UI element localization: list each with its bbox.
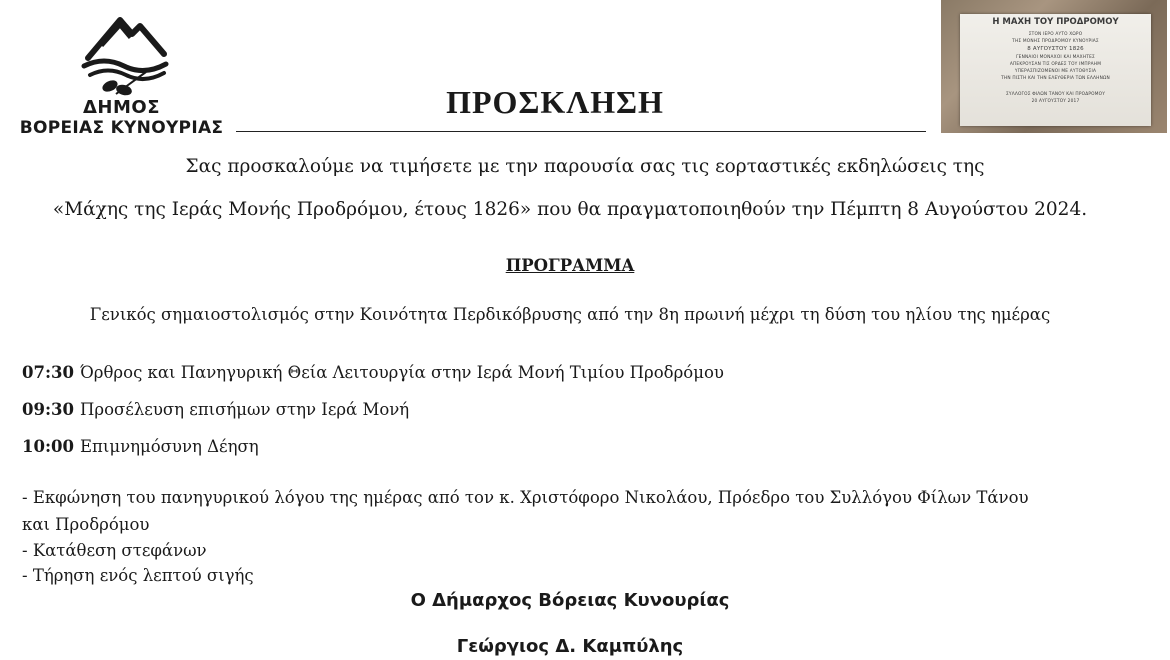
- mountain-sea-olive-emblem-icon: [80, 10, 170, 98]
- memorial-plaque-photo-icon: [941, 0, 1167, 133]
- page-title: ΠΡΟΣΚΛΗΣΗ: [446, 84, 664, 120]
- schedule-time: 10:00: [22, 437, 75, 456]
- logo-line-2: ΒΟΡΕΙΑΣ ΚΥΝΟΥΡΙΑΣ: [19, 118, 224, 138]
- logo-line-1: ΔΗΜΟΣ: [82, 97, 160, 118]
- plaque-line: ΤΗΣ ΜΟΝΗΣ ΠΡΟΔΡΟΜΟΥ ΚΥΝΟΥΡΙΑΣ: [1012, 39, 1099, 44]
- plaque-line: ΥΠΕΡΑΣΠΙΖΟΜΕΝΟΙ ΜΕ ΑΥΤΟΘΥΣΙΑ: [1014, 69, 1097, 74]
- schedule-time: 09:30: [22, 400, 75, 419]
- schedule-text: Προσέλευση επισήμων στην Ιερά Μονή: [80, 400, 410, 419]
- plaque-line: ΑΠΕΚΡΟΥΣΑΝ ΤΙΣ ΟΡΔΕΣ ΤΟΥ ΙΜΠΡΑΗΜ: [1009, 62, 1102, 67]
- plaque-line: ΤΗΝ ΠΙΣΤΗ ΚΑΙ ΤΗΝ ΕΛΕΥΘΕΡΙΑ ΤΩΝ ΕΛΛΗΝΩΝ: [1001, 76, 1110, 81]
- plaque-heading: Η ΜΑΧΗ ΤΟΥ ΠΡΟΔΡΟΜΟΥ: [992, 17, 1119, 27]
- intro-line-1: Σας προσκαλούμε να τιμήσετε με την παρουσία σας τις εορταστικές εκδηλώσεις της: [185, 156, 985, 177]
- schedule-item: [22, 363, 724, 382]
- schedule-text: Επιμνημόσυνη Δέηση: [80, 437, 259, 456]
- title-underline: [236, 131, 926, 132]
- program-heading: ΠΡΟΓΡΑΜΜΑ: [505, 256, 635, 275]
- plaque-line: ΣΤΟΝ ΙΕΡΟ ΑΥΤΟ ΧΩΡΟ: [1028, 32, 1083, 37]
- bullet-item: - Κατάθεση στεφάνων: [22, 541, 207, 560]
- decoration-line: Γενικός σημαιοστολισμός στην Κοινότητα Περδικόβρυσης από την 8η πρωινή μέχρι τη δύση του ηλίου της ημέρας: [89, 305, 1051, 324]
- plaque-board: [960, 14, 1151, 126]
- municipality-logo: [14, 10, 229, 138]
- plaque-line: 8 ΑΥΓΟΥΣΤΟΥ 1826: [1027, 46, 1084, 52]
- intro-line-2: «Μάχης της Ιεράς Μονής Προδρόμου, έτους 1826» που θα πραγματοποιηθούν την Πέμπτη 8 Αυγούστου 2024.: [52, 199, 1088, 220]
- plaque-line: ΣΥΛΛΟΓΟΣ ΦΙΛΩΝ ΤΑΝΟΥ ΚΑΙ ΠΡΟΔΡΟΜΟΥ: [1005, 92, 1106, 97]
- schedule-time: 07:30: [22, 363, 75, 382]
- plaque-line: 20 ΑΥΓΟΥΣΤΟΥ 2017: [1031, 99, 1080, 104]
- bullet-item: - Εκφώνηση του πανηγυρικού λόγου της ημέρας από τον κ. Χριστόφορο Νικολάου, Πρόεδρο του Συλλόγου Φίλων Τάνου: [22, 488, 1029, 507]
- schedule-item: [22, 400, 409, 419]
- schedule-item: [22, 437, 259, 456]
- schedule-text: Όρθρος και Πανηγυρική Θεία Λειτουργία στην Ιερά Μονή Τιμίου Προδρόμου: [80, 363, 724, 382]
- plaque-line: ΓΕΝΝΑΙΟΙ ΜΟΝΑΧΟΙ ΚΑΙ ΜΑΧΗΤΕΣ: [1016, 55, 1095, 60]
- mayor-name: Γεώργιος Δ. Καμπύλης: [456, 636, 684, 657]
- mayor-title: Ο Δήμαρχος Βόρειας Κυνουρίας: [410, 590, 730, 611]
- bullet-item-continuation: και Προδρόμου: [22, 515, 150, 534]
- bullet-item: - Τήρηση ενός λεπτού σιγής: [22, 566, 254, 585]
